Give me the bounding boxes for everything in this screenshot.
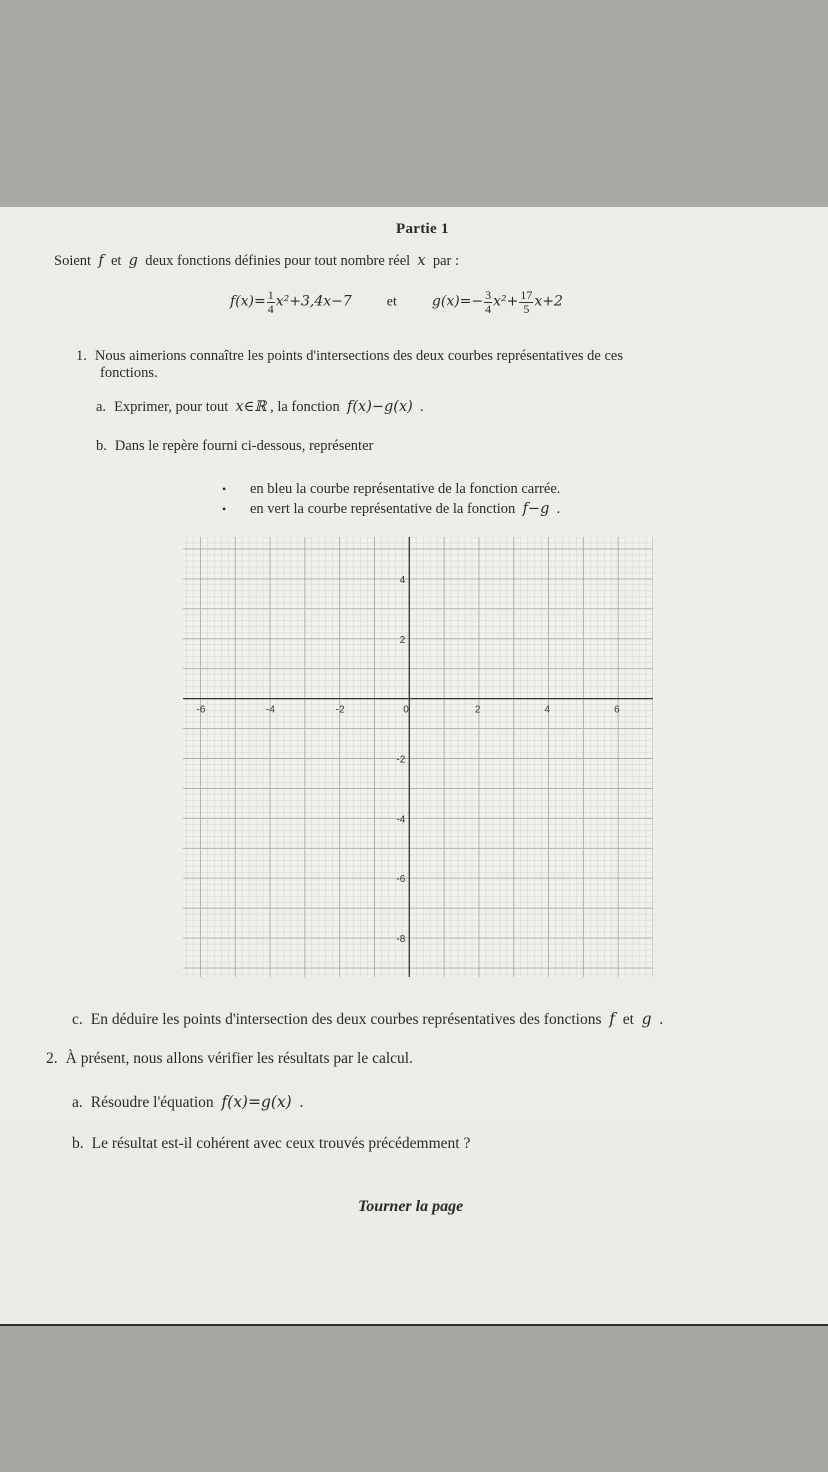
- f-frac-num: 1: [267, 288, 274, 302]
- q1a-math2: f(x)−g(x): [347, 399, 413, 415]
- q1a-label: a.: [96, 399, 107, 415]
- q2a-math: f(x)=g(x): [221, 1093, 292, 1111]
- q1-number: 1.: [76, 348, 87, 364]
- f-lhs: f(x)=: [230, 293, 266, 310]
- q1c-et: et: [622, 1011, 634, 1028]
- x-tick-label: 0: [403, 704, 409, 716]
- q2-text: À présent, nous allons vérifier les résultats par le calcul.: [65, 1050, 413, 1067]
- bullet-item: [222, 499, 560, 519]
- x-tick-label: 4: [544, 704, 551, 716]
- q1c-label: c.: [72, 1011, 83, 1028]
- f-fraction: [267, 289, 275, 316]
- y-tick-label: 4: [399, 574, 406, 586]
- instruction-bullets: [222, 479, 560, 519]
- g-frac2-num: 17: [520, 288, 533, 302]
- q2b-text: Le résultat est-il cohérent avec ceux trouvés précédemment ?: [91, 1135, 471, 1152]
- x-tick-label: -4: [266, 704, 275, 716]
- g-frac1-num: 3: [485, 288, 492, 302]
- g-fraction-1: [484, 289, 492, 316]
- intro-g: g: [128, 253, 138, 269]
- q2a-label: a.: [72, 1094, 83, 1111]
- g-frac1-den: 4: [485, 302, 492, 316]
- question-1a: [96, 399, 424, 416]
- g-mid: x²+: [493, 293, 519, 310]
- y-tick-label: -6: [396, 874, 406, 886]
- q1a-text-start: Exprimer, pour tout: [114, 399, 229, 415]
- q1c-text: En déduire les points d'intersection des deux courbes représentatives des fonctions: [90, 1011, 602, 1028]
- q1b-text: Dans le repère fourni ci-dessous, représenter: [114, 438, 374, 454]
- q2a-end: .: [299, 1094, 304, 1111]
- intro-sentence: [54, 253, 459, 270]
- q1c-f: f: [609, 1010, 615, 1028]
- turn-page-note: Tourner la page: [358, 1198, 464, 1215]
- coordinate-grid: [183, 537, 653, 977]
- bullet-2-math: f−g: [522, 501, 550, 517]
- question-1c: [72, 1010, 663, 1029]
- q2a-text: Résoudre l'équation: [90, 1094, 214, 1111]
- g-frac2-den: 5: [523, 302, 530, 316]
- bullet-1-text: en bleu la courbe représentative de la fonction carrée.: [250, 481, 561, 497]
- background-table: [0, 1326, 828, 1472]
- question-1: [76, 348, 623, 382]
- x-tick-label: -2: [335, 704, 345, 716]
- q1-line2: fonctions.: [100, 365, 158, 381]
- intro-text-mid: deux fonctions définies pour tout nombre réel: [145, 253, 411, 269]
- f-frac-den: 4: [267, 302, 274, 316]
- intro-et: et: [110, 253, 122, 269]
- worksheet-page: [0, 207, 828, 1325]
- x-tick-label: -6: [196, 704, 206, 716]
- y-tick-label: 2: [399, 634, 406, 646]
- y-tick-label: -4: [396, 814, 406, 826]
- question-2b: [72, 1135, 470, 1153]
- intro-text-end: par :: [432, 253, 460, 269]
- section-title: Partie 1: [396, 221, 449, 237]
- y-tick-label: -8: [396, 934, 406, 946]
- g-fraction-2: [519, 289, 533, 316]
- x-tick-label: 6: [614, 704, 620, 716]
- q1a-text-mid: , la fonction: [270, 399, 340, 415]
- q1c-end: .: [659, 1011, 664, 1028]
- question-1b: [96, 438, 373, 455]
- q2b-label: b.: [72, 1135, 84, 1152]
- f-rest: x²+3,4x−7: [275, 293, 352, 310]
- bullet-item: [222, 479, 560, 499]
- q1b-label: b.: [96, 438, 107, 454]
- formulas-et: et: [386, 294, 397, 310]
- g-rest: x+2: [534, 293, 563, 310]
- bullet-2-text: en vert la courbe représentative de la fonction: [250, 501, 516, 517]
- question-2a: [72, 1093, 303, 1112]
- x-tick-label: 2: [474, 704, 481, 716]
- q1a-end: .: [420, 399, 424, 415]
- g-lhs: g(x)=−: [431, 293, 484, 310]
- y-tick-label: -2: [396, 754, 406, 766]
- q2-number: 2.: [46, 1050, 58, 1067]
- intro-f: f: [98, 253, 104, 269]
- intro-x: x: [417, 253, 426, 269]
- question-2: [46, 1050, 413, 1068]
- intro-text-start: Soient: [54, 253, 92, 269]
- q1a-math1: x∈ℝ: [235, 399, 267, 415]
- q1c-g: g: [641, 1010, 652, 1028]
- function-definitions: [230, 289, 563, 316]
- bullet-2-end: .: [556, 501, 561, 517]
- q1-line1: Nous aimerions connaître les points d'intersections des deux courbes représentatives de ces: [94, 348, 623, 364]
